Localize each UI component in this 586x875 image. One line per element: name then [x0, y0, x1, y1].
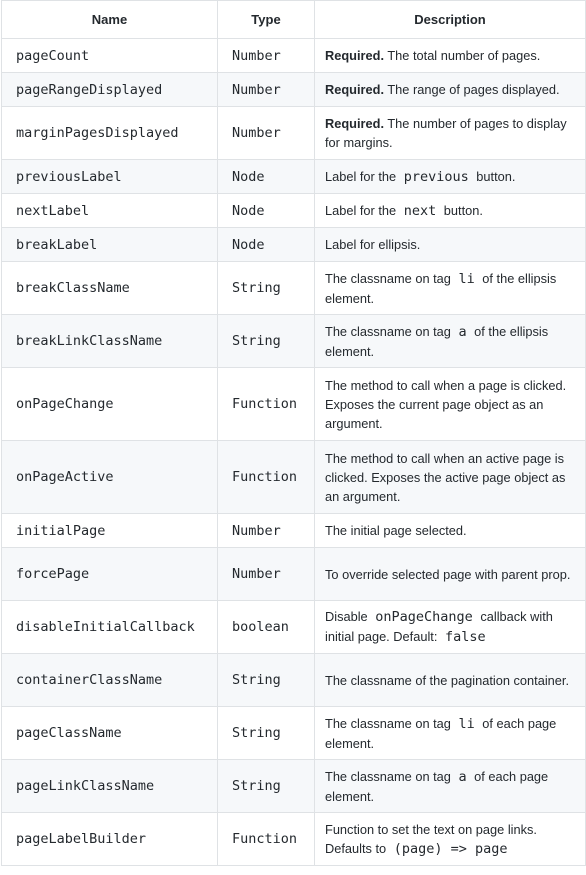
prop-description	[315, 107, 586, 160]
inline-code: li	[458, 715, 475, 732]
table-row	[2, 315, 586, 368]
prop-name: pageLinkClassName	[2, 760, 218, 813]
prop-description	[315, 228, 586, 262]
description-text: The initial page selected.	[325, 523, 467, 538]
table-row	[2, 194, 586, 228]
prop-description	[315, 707, 586, 760]
description-text: of each page element.	[325, 768, 549, 804]
prop-type: Number	[218, 548, 315, 601]
prop-type: Number	[218, 39, 315, 73]
inline-code: a	[458, 323, 467, 340]
table-row	[2, 368, 586, 441]
description-text: To override selected page with parent prop.	[325, 566, 571, 582]
prop-type: String	[218, 654, 315, 707]
prop-type: Node	[218, 160, 315, 194]
prop-description	[315, 813, 586, 866]
prop-type: Number	[218, 514, 315, 548]
table-row	[2, 813, 586, 866]
prop-type: Number	[218, 107, 315, 160]
inline-code: onPageChange	[375, 609, 473, 625]
table-row	[2, 441, 586, 514]
prop-description	[315, 315, 586, 368]
description-text: of the ellipsis element.	[325, 323, 549, 359]
description-text: The classname of the pagination container.	[325, 672, 570, 688]
prop-name: pageCount	[2, 39, 218, 73]
prop-description	[315, 368, 586, 441]
prop-type: String	[218, 760, 315, 813]
prop-name: breakLinkClassName	[2, 315, 218, 368]
description-text: The number of pages to display for margins.	[325, 116, 567, 150]
table-row	[2, 548, 586, 601]
prop-name: nextLabel	[2, 194, 218, 228]
description-text: of each page element.	[325, 715, 557, 751]
description-text: Disable	[325, 609, 372, 624]
prop-name: forcePage	[2, 548, 218, 601]
prop-description	[315, 262, 586, 315]
description-text: The total number of pages.	[384, 48, 541, 63]
required-label: Required.	[325, 116, 385, 131]
table-row	[2, 514, 586, 548]
prop-name: previousLabel	[2, 160, 218, 194]
prop-description	[315, 160, 586, 194]
required-label: Required.	[325, 48, 385, 63]
prop-name: pageLabelBuilder	[2, 813, 218, 866]
prop-name: onPageChange	[2, 368, 218, 441]
prop-description	[315, 73, 586, 107]
table-row	[2, 228, 586, 262]
prop-name: pageClassName	[2, 707, 218, 760]
description-text: Label for the	[325, 168, 400, 184]
prop-name: containerClassName	[2, 654, 218, 707]
inline-code: li	[458, 270, 475, 287]
inline-code: next	[403, 202, 437, 219]
prop-type: String	[218, 707, 315, 760]
description-text: of the ellipsis element.	[325, 270, 557, 306]
description-text: The method to call when an active page is clicked. Exposes the active page object as an argument.	[325, 450, 566, 504]
header-description: Description	[315, 1, 586, 39]
prop-name: onPageActive	[2, 441, 218, 514]
description-text: The classname on tag	[325, 768, 455, 784]
header-row	[2, 1, 586, 39]
prop-description	[315, 654, 586, 707]
prop-name: pageRangeDisplayed	[2, 73, 218, 107]
description-text: The range of pages displayed.	[384, 82, 560, 97]
description-text: button.	[472, 168, 516, 184]
prop-description	[315, 194, 586, 228]
prop-description	[315, 441, 586, 514]
prop-description	[315, 548, 586, 601]
inline-code: previous	[403, 168, 469, 185]
inline-code: false	[444, 629, 486, 645]
prop-type: Node	[218, 194, 315, 228]
props-table	[1, 0, 586, 866]
prop-name: disableInitialCallback	[2, 601, 218, 654]
table-row	[2, 262, 586, 315]
description-text: Label for ellipsis.	[325, 237, 421, 252]
table-row	[2, 73, 586, 107]
inline-code: (page) => page	[393, 840, 508, 857]
description-text: callback with initial page. Default:	[325, 609, 553, 644]
description-text: button.	[440, 202, 483, 218]
prop-type: String	[218, 315, 315, 368]
description-text: The method to call when a page is clicked. Exposes the current page object as an argument.	[325, 377, 567, 431]
inline-code: a	[458, 768, 467, 785]
prop-name: breakLabel	[2, 228, 218, 262]
header-name: Name	[2, 1, 218, 39]
prop-type: Node	[218, 228, 315, 262]
table-row	[2, 654, 586, 707]
table-row	[2, 107, 586, 160]
prop-description	[315, 514, 586, 548]
header-type: Type	[218, 1, 315, 39]
prop-type: boolean	[218, 601, 315, 654]
description-text: The classname on tag	[325, 715, 455, 731]
table-row	[2, 160, 586, 194]
prop-type: Function	[218, 368, 315, 441]
prop-description	[315, 39, 586, 73]
description-text: The classname on tag	[325, 270, 455, 286]
table-row	[2, 39, 586, 73]
table-row	[2, 601, 586, 654]
table-row	[2, 707, 586, 760]
prop-description	[315, 601, 586, 654]
description-text: Label for the	[325, 202, 400, 218]
prop-type: Number	[218, 73, 315, 107]
prop-name: breakClassName	[2, 262, 218, 315]
description-text: Function to set the text on page links. Defaults to	[325, 821, 537, 856]
table-row	[2, 760, 586, 813]
prop-type: Function	[218, 813, 315, 866]
description-text: The classname on tag	[325, 323, 455, 339]
prop-type: Function	[218, 441, 315, 514]
prop-name: initialPage	[2, 514, 218, 548]
prop-name: marginPagesDisplayed	[2, 107, 218, 160]
prop-description	[315, 760, 586, 813]
prop-type: String	[218, 262, 315, 315]
required-label: Required.	[325, 82, 385, 97]
